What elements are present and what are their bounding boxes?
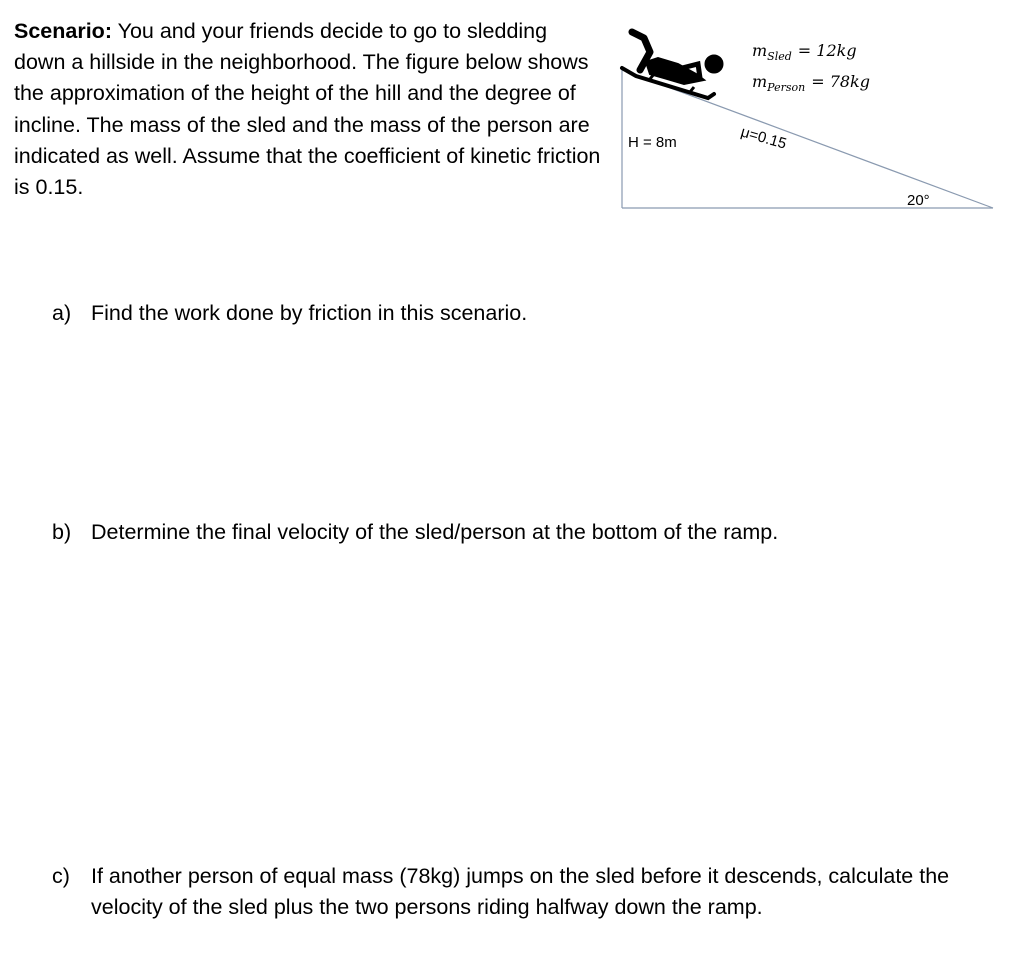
question-a [52,298,952,329]
scenario-text: You and your friends decide to go to sledding down a hillside in the neighborhood. The figure below shows the approximation of the height of the hill and the degree of incline. The mass of the sled and the mass of the person are indicated as well. Assume that the coefficient of kinetic friction is 0.15. [14,19,601,200]
mass-person-symbol: m [752,72,768,91]
mass-person-label [752,72,870,94]
scenario-lead: Scenario: [14,19,112,43]
incline-diagram [600,18,1010,218]
mass-person-subscript: Person [767,81,806,94]
angle-label: 20° [907,192,930,209]
mass-sled-value: = 12kg [797,41,857,60]
mass-sled-symbol: m [752,41,768,60]
sled-rider-icon [622,32,723,98]
incline-figure [600,18,1010,218]
question-a-label: a) [52,301,72,325]
height-label: H = 8m [628,134,677,151]
mass-person-value: = 78kg [811,72,870,91]
scenario-paragraph [14,16,604,203]
question-c-text: If another person of equal mass (78kg) jumps on the sled before it descends, calculate the velocity of the sled plus the two persons riding halfway down the ramp. [91,864,950,919]
question-c-label: c) [52,864,70,888]
question-b-text: Determine the final velocity of the sled/person at the bottom of the ramp. [91,520,779,544]
question-b-label: b) [52,520,72,544]
friction-label: μ=0.15 [738,123,789,153]
mass-sled-subscript: Sled [767,50,792,63]
question-c [52,861,1012,923]
question-b [52,517,952,548]
mass-sled-label [752,41,857,63]
question-a-text: Find the work done by friction in this scenario. [91,301,528,325]
